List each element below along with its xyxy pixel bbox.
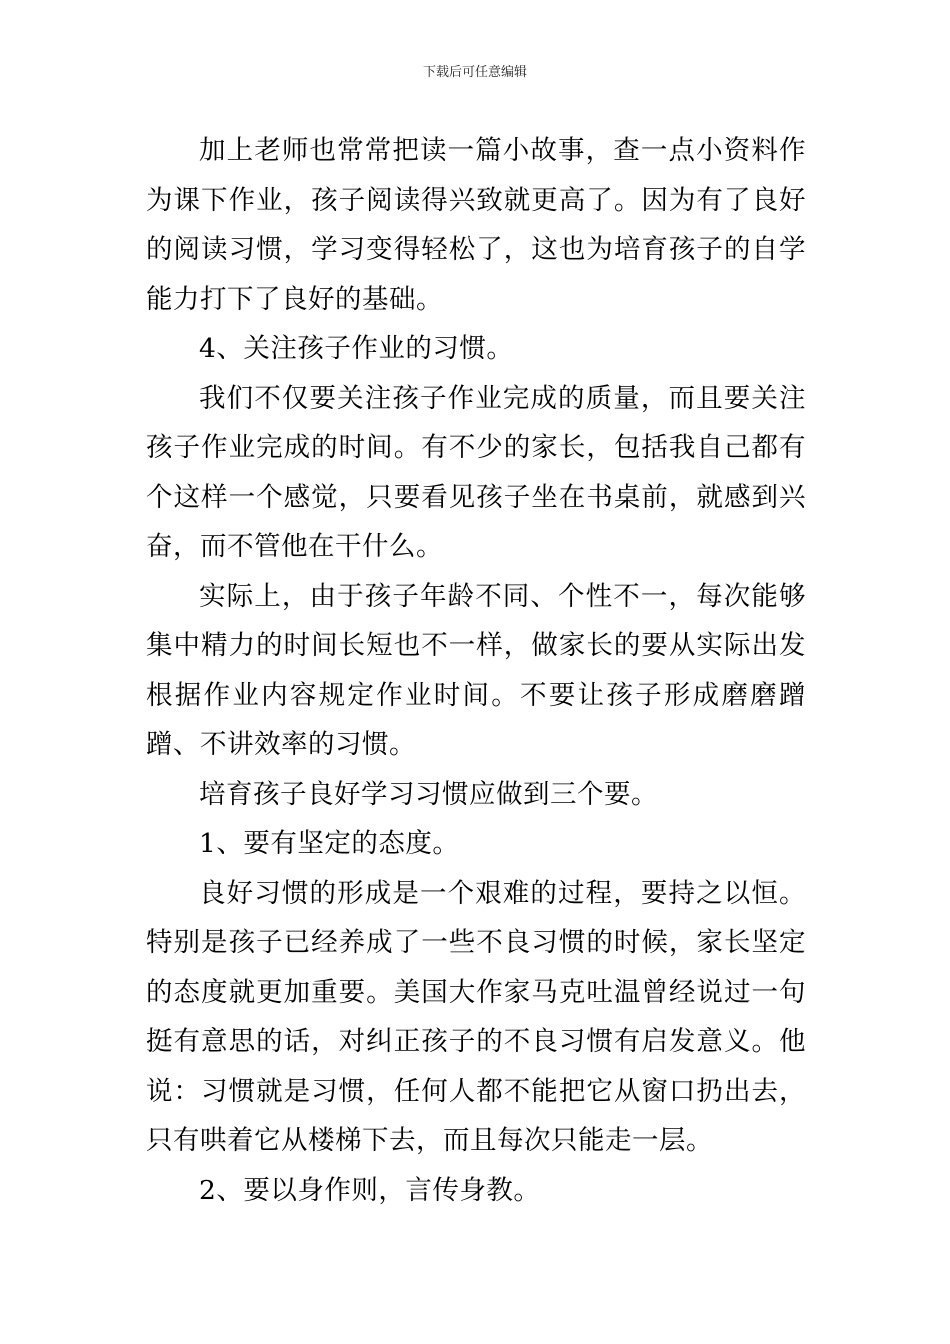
paragraph-reading-habit: 加上老师也常常把读一篇小故事，查一点小资料作为课下作业，孩子阅读得兴致就更高了。因为有了良好的阅读习惯，学习变得轻松了，这也为培育孩子的自学能力打下了良好的基础。 xyxy=(146,135,806,315)
heading-homework-habit: 4、关注孩子作业的习惯。 xyxy=(199,333,514,364)
page-header: 下载后可任意编辑 xyxy=(422,65,527,80)
heading-firm-attitude: 1、要有坚定的态度。 xyxy=(199,828,460,859)
paragraph-homework-quality: 我们不仅要关注孩子作业完成的质量，而且要关注孩子作业完成的时间。有不少的家长，包括我自己都有个这样一个感觉，只要看见孩子坐在书桌前，就感到兴奋，而不管他在干什么。 xyxy=(146,382,806,562)
heading-lead-by-example: 2、要以身作则，言传身教。 xyxy=(199,1174,541,1206)
paragraph-mark-twain: 良好习惯的形成是一个艰难的过程，要持之以恒。特别是孩子已经养成了一些不良习惯的时候，家长坚定的态度就更加重要。美国大作家马克吐温曾经说过一句挺有意思的话，对纠正孩子的不良习惯有启发意义。他说：习惯就是习惯，任何人都不能把它从窗口扔出去，只有哄着它从楼梯下去，而且每次只能走一层。 xyxy=(146,877,806,1156)
document-body xyxy=(146,126,806,1215)
heading-three-musts: 培育孩子良好学习习惯应做到三个要。 xyxy=(199,778,658,810)
paragraph-homework-time: 实际上，由于孩子年龄不同、个性不一，每次能够集中精力的时间长短也不一样，做家长的要从实际出发根据作业内容规定作业时间。不要让孩子形成磨磨蹭蹭、不讲效率的习惯。 xyxy=(146,580,806,760)
